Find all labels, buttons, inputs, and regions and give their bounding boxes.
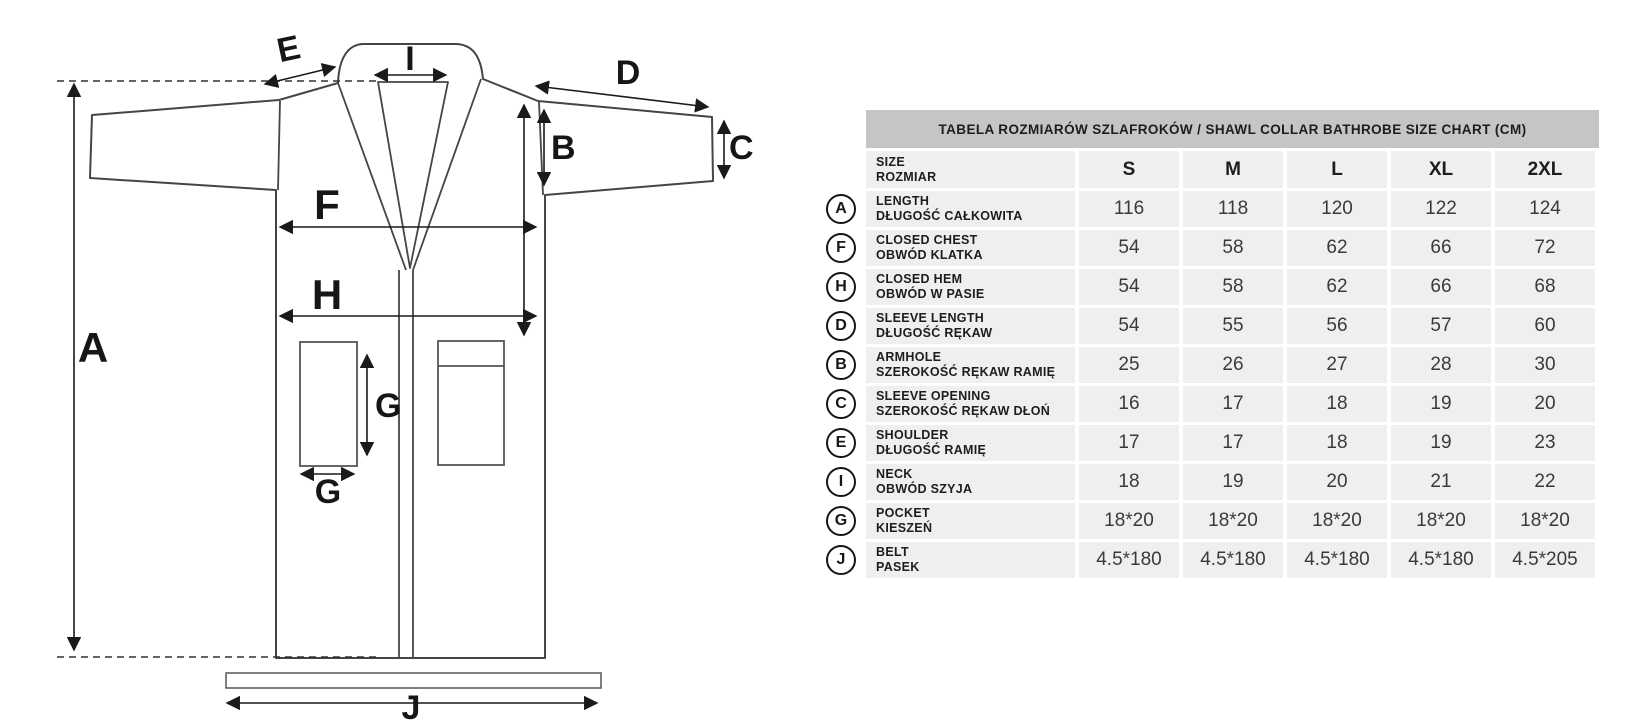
label-F: F xyxy=(314,181,340,228)
row-letter-badge xyxy=(820,269,862,305)
letter-circle xyxy=(826,506,856,536)
row-label-en: POCKET xyxy=(876,506,930,520)
row-label-cell xyxy=(866,308,1075,344)
belt xyxy=(226,673,601,688)
row-label-pl: DŁUGOŚĆ RAMIĘ xyxy=(876,443,987,457)
value-cell: 54 xyxy=(1079,269,1179,305)
label-H: H xyxy=(311,271,343,318)
value-cell: 66 xyxy=(1391,269,1491,305)
value-cell: 116 xyxy=(1079,191,1179,227)
value-cell: 120 xyxy=(1287,191,1387,227)
letter-circle xyxy=(826,389,856,419)
row-letter-badge xyxy=(820,230,862,266)
value-cell: 4.5*205 xyxy=(1495,542,1595,578)
row-label-en: CLOSED HEM xyxy=(876,272,963,286)
value-cell: 54 xyxy=(1079,230,1179,266)
value-cell: 20 xyxy=(1287,464,1387,500)
row-letter: G xyxy=(834,512,848,529)
size-header-pl: ROZMIAR xyxy=(876,169,937,184)
value-cell: 19 xyxy=(1183,464,1283,500)
row-letter: E xyxy=(835,434,847,451)
row-letter-badge xyxy=(820,308,862,344)
row-letter-badge xyxy=(820,464,862,500)
size-col-header: M xyxy=(1183,151,1283,188)
label-B: B xyxy=(551,129,576,167)
table-row xyxy=(820,347,1599,383)
size-table-rows xyxy=(820,191,1599,578)
value-cell: 62 xyxy=(1287,230,1387,266)
table-row xyxy=(820,230,1599,266)
row-label-en: SHOULDER xyxy=(876,428,949,442)
value-cell: 56 xyxy=(1287,308,1387,344)
size-table xyxy=(820,110,1599,581)
value-cell: 118 xyxy=(1183,191,1283,227)
value-cell: 18*20 xyxy=(1287,503,1387,539)
row-label-cell xyxy=(866,191,1075,227)
bathrobe-measurement-diagram xyxy=(0,0,780,722)
letter-circle xyxy=(826,233,856,263)
value-cell: 58 xyxy=(1183,230,1283,266)
row-label-pl: OBWÓD SZYJA xyxy=(876,482,973,496)
value-cell: 16 xyxy=(1079,386,1179,422)
value-cell: 21 xyxy=(1391,464,1491,500)
row-letter-badge xyxy=(820,503,862,539)
row-letter: A xyxy=(835,200,847,217)
row-letter: H xyxy=(835,278,847,295)
value-cell: 4.5*180 xyxy=(1287,542,1387,578)
table-row xyxy=(820,269,1599,305)
label-A: A xyxy=(77,324,109,371)
row-letter: C xyxy=(835,395,847,412)
label-D: D xyxy=(615,54,641,92)
value-cell: 4.5*180 xyxy=(1391,542,1491,578)
header-letter-spacer xyxy=(820,151,862,188)
row-label-cell xyxy=(866,542,1075,578)
table-row xyxy=(820,542,1599,578)
letter-circle xyxy=(826,467,856,497)
table-row xyxy=(820,191,1599,227)
row-letter-badge xyxy=(820,347,862,383)
value-cell: 58 xyxy=(1183,269,1283,305)
value-cell: 55 xyxy=(1183,308,1283,344)
size-header-cell xyxy=(866,151,1075,188)
table-header-row xyxy=(820,151,1599,188)
letter-circle xyxy=(826,428,856,458)
value-cell: 26 xyxy=(1183,347,1283,383)
row-letter: J xyxy=(836,551,846,568)
value-cell: 68 xyxy=(1495,269,1595,305)
size-header-en: SIZE xyxy=(876,154,905,169)
row-label-cell xyxy=(866,503,1075,539)
table-row xyxy=(820,386,1599,422)
value-cell: 60 xyxy=(1495,308,1595,344)
value-cell: 18*20 xyxy=(1079,503,1179,539)
row-letter-badge xyxy=(820,191,862,227)
size-col-header: XL xyxy=(1391,151,1491,188)
label-I: I xyxy=(405,40,415,78)
row-letter: I xyxy=(838,473,844,490)
row-label-pl: SZEROKOŚĆ RĘKAW DŁOŃ xyxy=(876,404,1051,418)
value-cell: 17 xyxy=(1079,425,1179,461)
value-cell: 18 xyxy=(1079,464,1179,500)
row-label-en: BELT xyxy=(876,545,909,559)
row-label-en: NECK xyxy=(876,467,913,481)
row-label-cell xyxy=(866,347,1075,383)
value-cell: 17 xyxy=(1183,386,1283,422)
row-label-en: ARMHOLE xyxy=(876,350,942,364)
label-C: C xyxy=(729,129,754,167)
row-label-en: SLEEVE LENGTH xyxy=(876,311,985,325)
value-cell: 27 xyxy=(1287,347,1387,383)
table-row xyxy=(820,503,1599,539)
value-cell: 57 xyxy=(1391,308,1491,344)
value-cell: 18*20 xyxy=(1495,503,1595,539)
value-cell: 72 xyxy=(1495,230,1595,266)
value-cell: 18*20 xyxy=(1183,503,1283,539)
value-cell: 62 xyxy=(1287,269,1387,305)
size-col-header: S xyxy=(1079,151,1179,188)
row-label-cell xyxy=(866,230,1075,266)
table-row xyxy=(820,308,1599,344)
row-label-pl: PASEK xyxy=(876,560,920,574)
row-label-pl: OBWÓD W PASIE xyxy=(876,287,985,301)
letter-circle xyxy=(826,311,856,341)
value-cell: 4.5*180 xyxy=(1183,542,1283,578)
row-label-pl: DŁUGOŚĆ CAŁKOWITA xyxy=(876,209,1023,223)
row-letter: B xyxy=(835,356,847,373)
row-letter-badge xyxy=(820,425,862,461)
row-label-cell xyxy=(866,464,1075,500)
value-cell: 22 xyxy=(1495,464,1595,500)
value-cell: 23 xyxy=(1495,425,1595,461)
value-cell: 20 xyxy=(1495,386,1595,422)
row-label-en: CLOSED CHEST xyxy=(876,233,978,247)
size-col-header: 2XL xyxy=(1495,151,1595,188)
table-row xyxy=(820,464,1599,500)
table-title: TABELA ROZMIARÓW SZLAFROKÓW / SHAWL COLLAR BATHROBE SIZE CHART (CM) xyxy=(866,110,1599,148)
label-G-height: G xyxy=(375,387,402,425)
label-G-width: G xyxy=(314,473,342,511)
row-label-en: SLEEVE OPENING xyxy=(876,389,991,403)
value-cell: 66 xyxy=(1391,230,1491,266)
value-cell: 17 xyxy=(1183,425,1283,461)
table-row xyxy=(820,425,1599,461)
value-cell: 25 xyxy=(1079,347,1179,383)
value-cell: 30 xyxy=(1495,347,1595,383)
row-label-en: LENGTH xyxy=(876,194,930,208)
row-letter: D xyxy=(835,317,847,334)
value-cell: 19 xyxy=(1391,386,1491,422)
value-cell: 4.5*180 xyxy=(1079,542,1179,578)
row-letter-badge xyxy=(820,386,862,422)
letter-circle xyxy=(826,272,856,302)
value-cell: 28 xyxy=(1391,347,1491,383)
label-E: E xyxy=(273,28,304,71)
letter-circle xyxy=(826,194,856,224)
value-cell: 18 xyxy=(1287,386,1387,422)
row-letter-badge xyxy=(820,542,862,578)
value-cell: 124 xyxy=(1495,191,1595,227)
value-cell: 18 xyxy=(1287,425,1387,461)
label-J: J xyxy=(401,689,421,722)
row-label-pl: OBWÓD KLATKA xyxy=(876,248,983,262)
letter-circle xyxy=(826,545,856,575)
row-label-cell xyxy=(866,386,1075,422)
letter-circle xyxy=(826,350,856,380)
row-letter: F xyxy=(836,239,846,256)
row-label-cell xyxy=(866,425,1075,461)
value-cell: 18*20 xyxy=(1391,503,1491,539)
row-label-pl: DŁUGOŚĆ RĘKAW xyxy=(876,326,993,340)
row-label-pl: KIESZEŃ xyxy=(876,521,933,535)
row-label-pl: SZEROKOŚĆ RĘKAW RAMIĘ xyxy=(876,365,1056,379)
value-cell: 19 xyxy=(1391,425,1491,461)
value-cell: 122 xyxy=(1391,191,1491,227)
value-cell: 54 xyxy=(1079,308,1179,344)
size-col-header: L xyxy=(1287,151,1387,188)
row-label-cell xyxy=(866,269,1075,305)
